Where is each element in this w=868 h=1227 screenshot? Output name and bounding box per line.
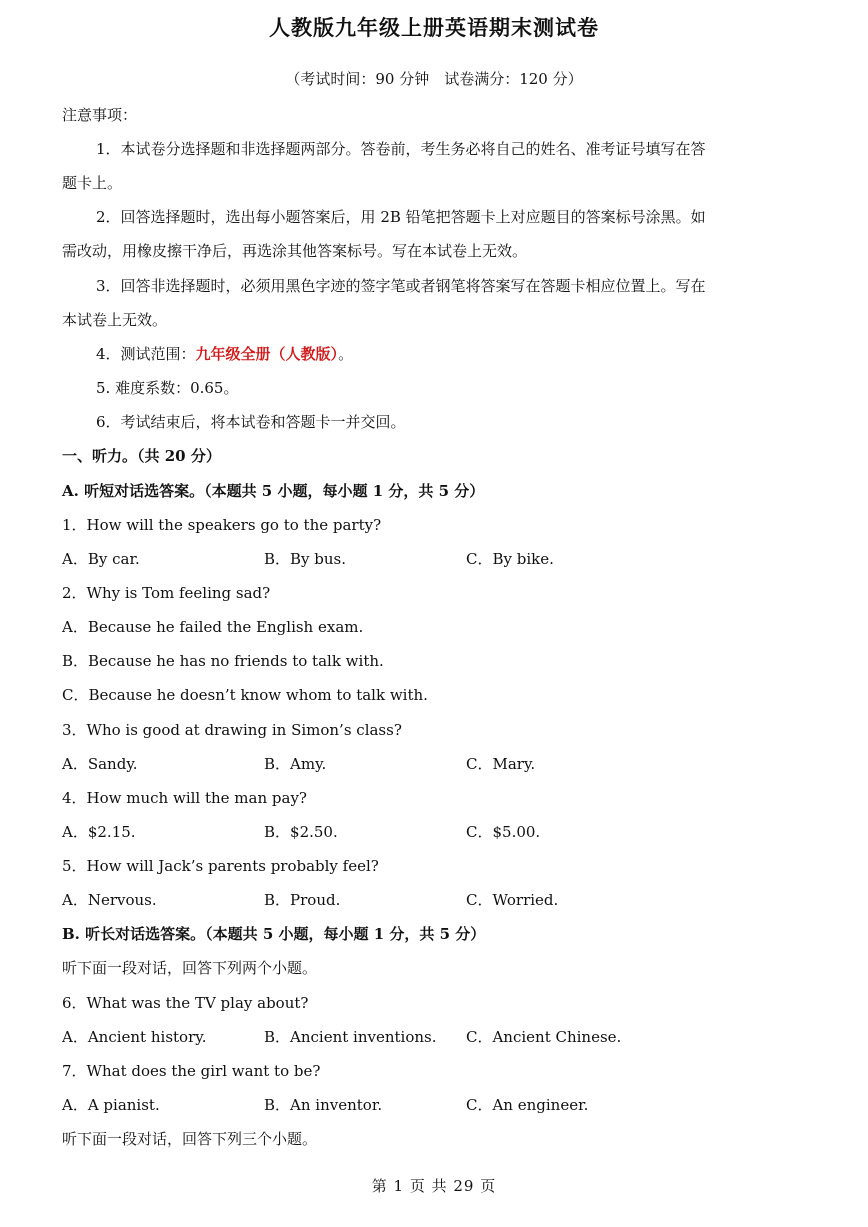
part-a-heading: A. 听短对话选答案。（本题共 5 小题，每小题 1 分，共 5 分）	[62, 482, 485, 500]
notice-item-3: 3．回答非选择题时，必须用黑色字迹的签字笔或者钢笔将答案写在答题卡相应位置上。写在	[96, 277, 706, 295]
page-title: 人教版九年级上册英语期末测试卷	[269, 16, 599, 40]
question-stem: 3．Who is good at drawing in Simon’s class?	[62, 721, 402, 739]
question-stem: 1．How will the speakers go to the party?	[62, 516, 382, 534]
notice-item-1: 1．本试卷分选择题和非选择题两部分。答卷前，考生务必将自己的姓名、准考证号填写在答	[96, 140, 706, 158]
option-c: C．Worried.	[466, 891, 559, 909]
option-b: B．Because he has no friends to talk with.	[62, 652, 384, 670]
option-b: B．By bus.	[264, 550, 347, 568]
question-stem: 4．How much will the man pay?	[62, 789, 307, 807]
option-b: B．$2.50.	[264, 823, 338, 841]
notice-item-4	[96, 343, 353, 364]
option-b: B．Amy.	[264, 755, 327, 773]
option-a: A．By car.	[62, 550, 140, 568]
listening-instruction: 听下面一段对话，回答下列三个小题。	[62, 1130, 318, 1148]
option-b: B．Ancient inventions.	[264, 1028, 437, 1046]
part-b-heading: B. 听长对话选答案。（本题共 5 小题，每小题 1 分，共 5 分）	[62, 925, 486, 943]
option-b: B．An inventor.	[264, 1096, 383, 1114]
question-stem: 6．What was the TV play about?	[62, 994, 309, 1012]
exam-info: （考试时间：90 分钟 试卷满分：120 分）	[285, 70, 583, 88]
option-c: C．By bike.	[466, 550, 554, 568]
option-a: A．Nervous.	[62, 891, 157, 909]
notice-item-1-cont: 题卡上。	[62, 174, 123, 192]
notice-heading: 注意事项：	[62, 106, 138, 124]
section-heading: 一、听力。（共 20 分）	[62, 447, 221, 465]
option-b: B．Proud.	[264, 891, 341, 909]
option-c: C．Ancient Chinese.	[466, 1028, 622, 1046]
option-a: A．Ancient history.	[62, 1028, 207, 1046]
notice-item-2: 2．回答选择题时，选出每小题答案后，用 2B 铅笔把答题卡上对应题目的答案标号涂黑。如	[96, 208, 706, 226]
notice-item-4-suffix: 。	[338, 345, 354, 363]
test-scope: 九年级全册（人教版）	[195, 345, 339, 363]
question-stem: 5．How will Jack’s parents probably feel?	[62, 857, 379, 875]
notice-item-2-cont: 需改动，用橡皮擦干净后，再选涂其他答案标号。写在本试卷上无效。	[62, 242, 528, 260]
notice-item-3-cont: 本试卷上无效。	[62, 311, 168, 329]
option-c: C．Mary.	[466, 755, 536, 773]
question-stem: 7．What does the girl want to be?	[62, 1062, 321, 1080]
option-a: A．$2.15.	[62, 823, 136, 841]
question-stem: 2．Why is Tom feeling sad?	[62, 584, 271, 602]
option-c: C．An engineer.	[466, 1096, 589, 1114]
notice-item-5: 5. 难度系数：0.65。	[96, 379, 239, 397]
option-a: A．Sandy.	[62, 755, 138, 773]
option-c: C．$5.00.	[466, 823, 541, 841]
option-a: A．A pianist.	[62, 1096, 160, 1114]
notice-item-4-prefix: 4．测试范围：	[96, 345, 196, 363]
listening-instruction: 听下面一段对话，回答下列两个小题。	[62, 959, 318, 977]
option-a: A．Because he failed the English exam.	[62, 618, 364, 636]
option-c: C．Because he doesn’t know whom to talk with.	[62, 686, 428, 704]
notice-item-6: 6．考试结束后，将本试卷和答题卡一并交回。	[96, 413, 406, 431]
page-number: 第 1 页 共 29 页	[371, 1177, 497, 1195]
